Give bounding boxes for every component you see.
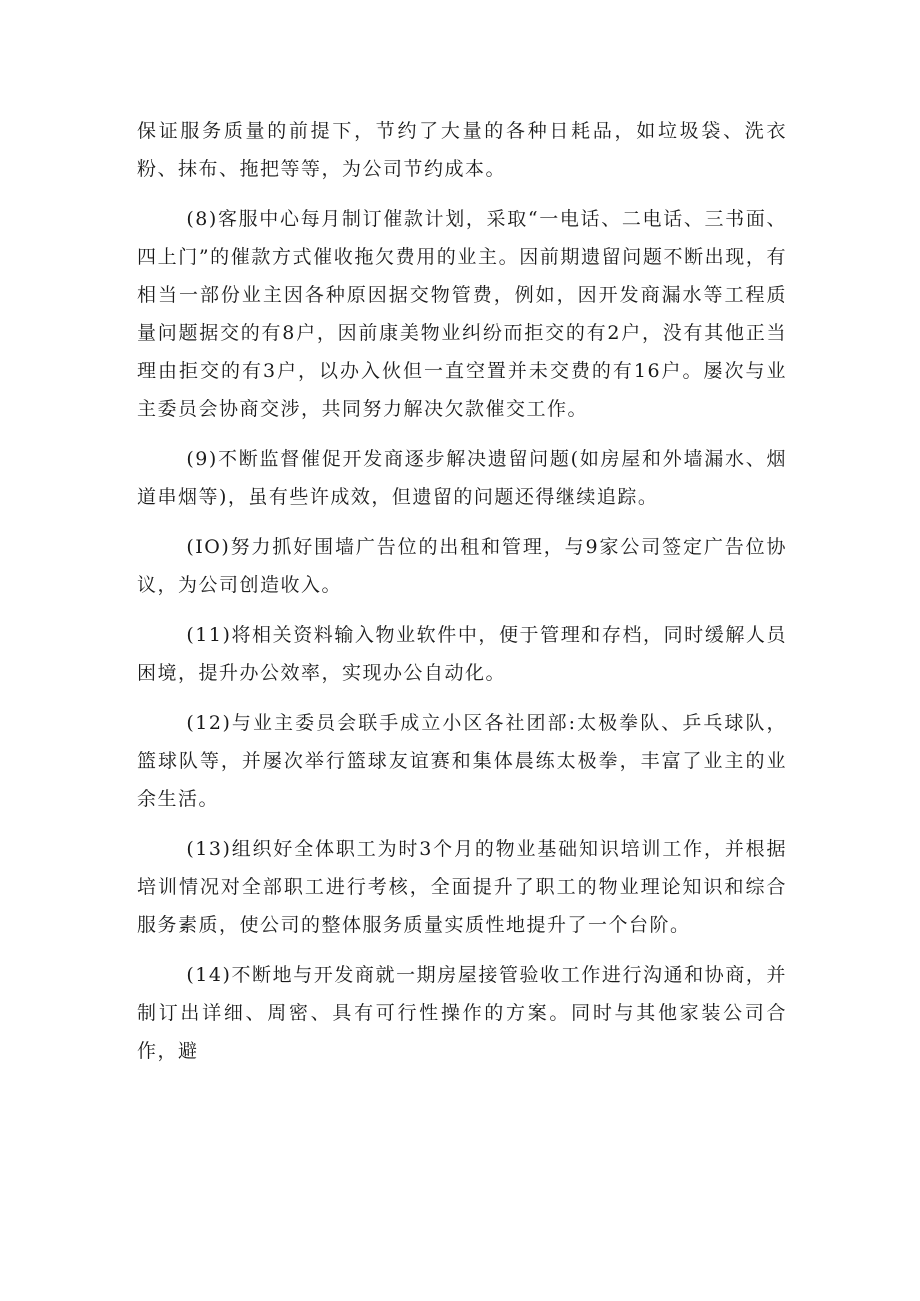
paragraph-item-10: (IO)努力抓好围墙广告位的出租和管理，与9家公司签定广告位协议，为公司创造收入。 [137,536,787,596]
paragraph-item-9: (9)不断监督催促开发商逐步解决遗留问题(如房屋和外墙漏水、烟道串烟等)，虽有些许成效，但遗留的问题还得继续追踪。 [137,448,787,508]
paragraph-item-14: (14)不断地与开发商就一期房屋接管验收工作进行沟通和协商，并制订出详细、周密、具有可行性操作的方案。同时与其他家装公司合作，避 [137,964,787,1062]
paragraph-continuation: 保证服务质量的前提下，节约了大量的各种日耗品，如垃圾袋、洗衣粉、抹布、拖把等等，为公司节约成本。 [137,120,787,180]
document-body [137,112,787,1082]
paragraph-item-11: (11)将相关资料输入物业软件中，便于管理和存档，同时缓解人员困境，提升办公效率，实现办公自动化。 [137,624,787,684]
paragraph-item-8: (8)客服中心每月制订催款计划，采取“一电话、二电话、三书面、四上门”的催款方式催收拖欠费用的业主。因前期遗留问题不断出现，有相当一部份业主因各种原因据交物管费，例如，因开发商漏水等工程质量问题据交的有8户，因前康美物业纠纷而拒交的有2户，没有其他正当理由拒交的有3户，以办入伙但一直空置并未交费的有16户。屡次与业主委员会协商交涉，共同努力解决欠款催交工作。 [137,208,787,420]
paragraph-item-12: (12)与业主委员会联手成立小区各社团部:太极拳队、乒乓球队，篮球队等，并屡次举行篮球友谊赛和集体晨练太极拳，丰富了业主的业余生活。 [137,712,787,810]
paragraph-item-13: (13)组织好全体职工为时3个月的物业基础知识培训工作，并根据培训情况对全部职工进行考核，全面提升了职工的物业理论知识和综合服务素质，使公司的整体服务质量实质性地提升了一个台阶。 [137,838,787,936]
